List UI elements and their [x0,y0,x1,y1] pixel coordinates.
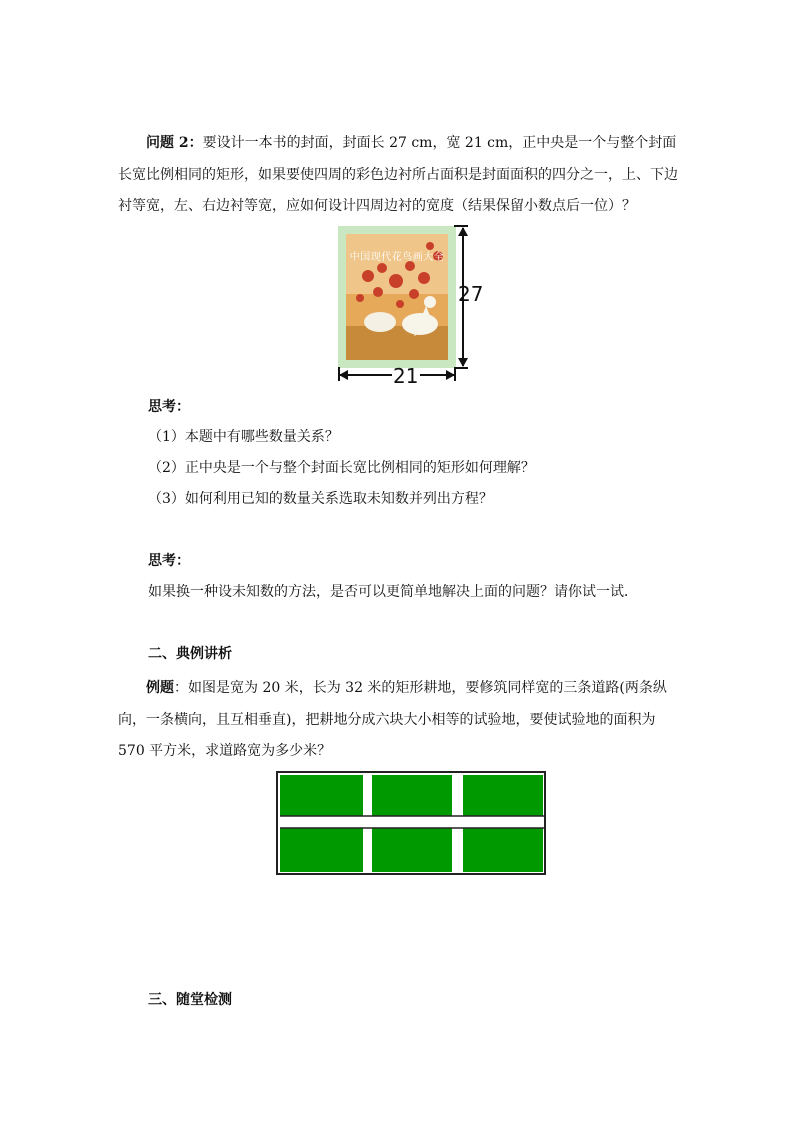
width-label: 21 [393,364,419,388]
section-2-heading: 二、典例讲析 [148,646,232,662]
think-1-item-3: （3）如何利用已知的数量关系选取未知数并列出方程？ [148,491,493,507]
plot-3 [463,775,543,816]
height-label: 27 [458,282,484,306]
think-1-heading: 思考： [148,399,190,415]
plot-4 [280,828,363,872]
example-paragraph [118,673,678,768]
book-cover-figure [338,226,484,388]
problem-2-paragraph [118,128,678,223]
plot-6 [463,828,543,872]
plot-5 [372,828,452,872]
think-1-item-2: （2）正中央是一个与整个封面长宽比例相同的矩形如何理解？ [148,460,535,476]
plot-1 [280,775,363,816]
section-3-heading: 三、随堂检测 [148,992,232,1008]
farmland-figure [276,771,546,875]
cover-title: 中国现代花鸟画大全 [349,252,445,263]
problem-2-label: 问题 2： [146,135,203,151]
example-text: ：如图是宽为 20 米，长为 32 米的矩形耕地，要修筑同样宽的三条道路(两条纵向，一条横向，且互相垂直)，把耕地分成六块大小相等的试验地，要使试验地的面积为 570 平方米，求道路宽为多少米？ [118,680,667,759]
problem-2-text: 要设计一本书的封面，封面长 27 cm，宽 21 cm，正中央是一个与整个封面长宽比例相同的矩形，如果要使四周的彩色边衬所占面积是封面面积的四分之一，上、下边衬等宽，左、右边衬等宽，应如何设计四周边衬的宽度（结果保留小数点后一位）？ [118,135,678,214]
example-label: 例题 [146,680,174,696]
plot-2 [372,775,452,816]
think-2-text: 如果换一种设未知数的方法，是否可以更简单地解决上面的问题？请你试一试． [148,584,638,600]
think-1-item-1: （1）本题中有哪些数量关系？ [148,429,339,445]
bird-left [364,312,396,332]
think-2-heading: 思考： [148,553,190,569]
